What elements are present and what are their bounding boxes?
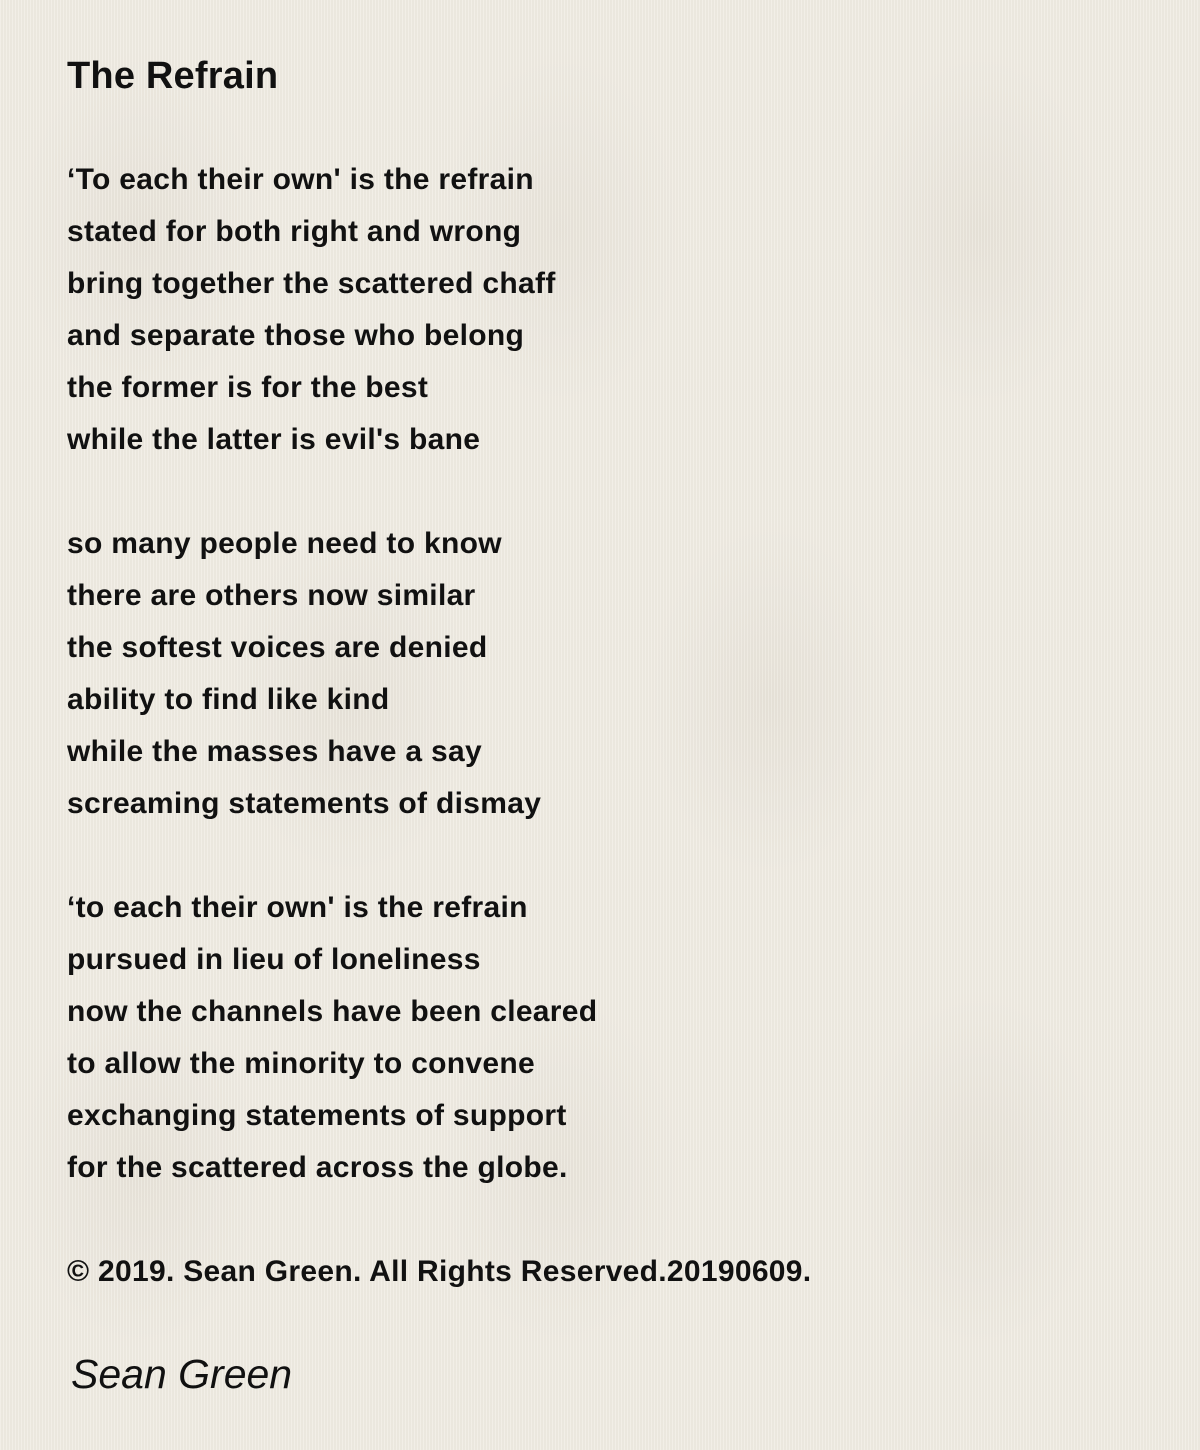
poem-line: there are others now similar [67, 579, 476, 612]
poem-line: stated for both right and wrong [67, 215, 522, 248]
poem-body [67, 154, 1147, 1194]
copyright-notice: © 2019. Sean Green. All Rights Reserved.20190609. [67, 1255, 812, 1288]
poem-line: the former is for the best [67, 371, 429, 404]
poem-title: The Refrain [67, 55, 279, 97]
poem-line: ‘To each their own' is the refrain [67, 163, 534, 196]
poem-line: bring together the scattered chaff [67, 267, 556, 300]
poem-line: so many people need to know [67, 527, 502, 560]
poem-line: for the scattered across the globe. [67, 1151, 568, 1184]
stanza-3 [67, 882, 1147, 1194]
poem-line: now the channels have been cleared [67, 995, 598, 1028]
stanza-2 [67, 518, 1147, 830]
poem-line: ability to find like kind [67, 683, 390, 716]
poem-line: the softest voices are denied [67, 631, 488, 664]
poem-line: to allow the minority to convene [67, 1047, 535, 1080]
poem-line: screaming statements of dismay [67, 787, 542, 820]
stanza-1 [67, 154, 1147, 466]
poem-line: exchanging statements of support [67, 1099, 567, 1132]
poem-line: pursued in lieu of loneliness [67, 943, 481, 976]
poem-page [67, 52, 1147, 1400]
poem-line: while the latter is evil's bane [67, 423, 481, 456]
author-name: Sean Green [71, 1351, 293, 1397]
poem-line: and separate those who belong [67, 319, 525, 352]
poem-line: while the masses have a say [67, 735, 483, 768]
poem-line: ‘to each their own' is the refrain [67, 891, 528, 924]
